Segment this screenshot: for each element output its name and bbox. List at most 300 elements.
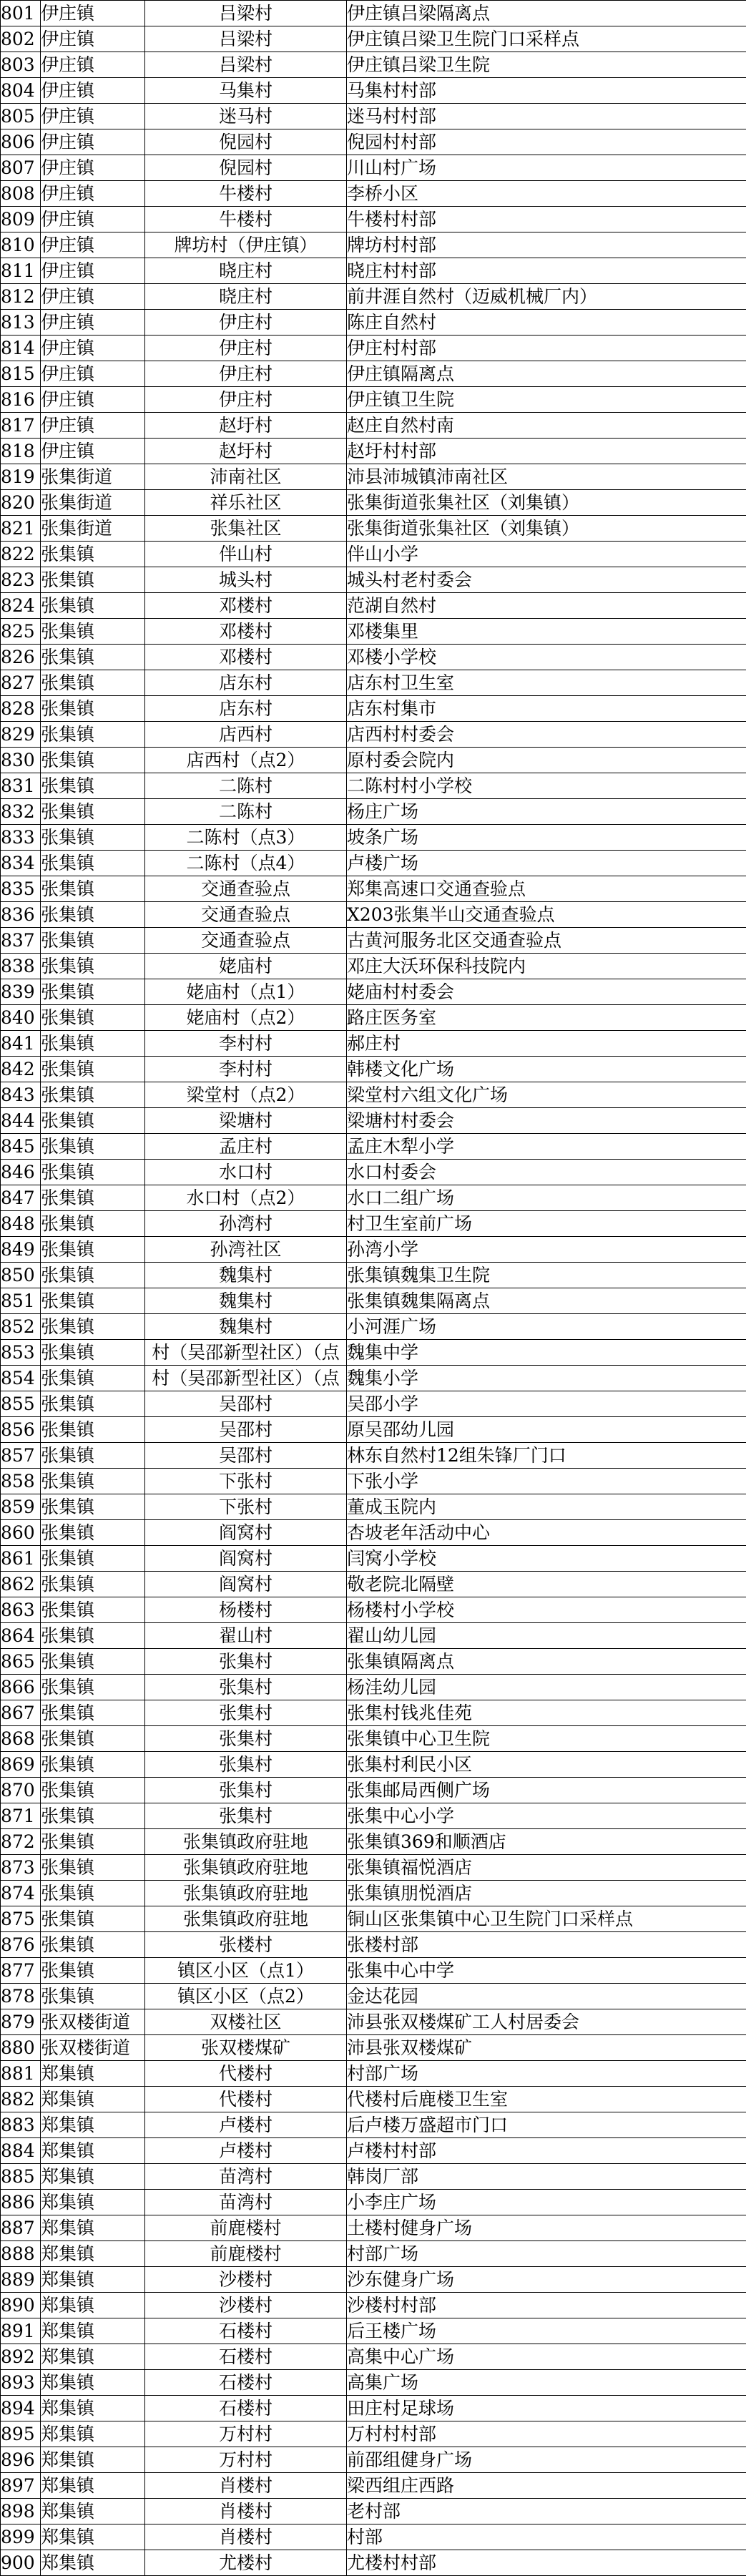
town-cell[interactable]: 伊庄镇 bbox=[41, 181, 145, 207]
row-number-cell[interactable]: 830 bbox=[1, 748, 41, 773]
site-cell[interactable]: 杨楼村小学校 bbox=[347, 1597, 746, 1623]
town-cell[interactable]: 伊庄镇 bbox=[41, 232, 145, 258]
town-cell[interactable]: 伊庄镇 bbox=[41, 336, 145, 361]
town-cell[interactable]: 伊庄镇 bbox=[41, 310, 145, 336]
village-cell[interactable]: 姥庙村 bbox=[145, 954, 347, 979]
town-cell[interactable]: 张集镇 bbox=[41, 825, 145, 851]
row-number-cell[interactable]: 875 bbox=[1, 1906, 41, 1932]
site-cell[interactable]: 小李庄广场 bbox=[347, 2190, 746, 2215]
village-cell[interactable]: 肖楼村 bbox=[145, 2473, 347, 2499]
row-number-cell[interactable]: 884 bbox=[1, 2138, 41, 2164]
site-cell[interactable]: X203张集半山交通查验点 bbox=[347, 902, 746, 928]
town-cell[interactable]: 张双楼街道 bbox=[41, 2009, 145, 2035]
town-cell[interactable]: 郑集镇 bbox=[41, 2241, 145, 2267]
town-cell[interactable]: 张集镇 bbox=[41, 928, 145, 954]
site-cell[interactable]: 迷马村村部 bbox=[347, 104, 746, 129]
village-cell[interactable]: 石楼村 bbox=[145, 2344, 347, 2370]
town-cell[interactable]: 郑集镇 bbox=[41, 2138, 145, 2164]
town-cell[interactable]: 张集镇 bbox=[41, 1803, 145, 1829]
row-number-cell[interactable]: 867 bbox=[1, 1700, 41, 1726]
village-cell[interactable]: 魏集村 bbox=[145, 1263, 347, 1288]
town-cell[interactable]: 张集街道 bbox=[41, 464, 145, 490]
town-cell[interactable]: 郑集镇 bbox=[41, 2344, 145, 2370]
site-cell[interactable]: 老村部 bbox=[347, 2499, 746, 2524]
site-cell[interactable]: 杨庄广场 bbox=[347, 799, 746, 825]
row-number-cell[interactable]: 852 bbox=[1, 1314, 41, 1340]
town-cell[interactable]: 张集镇 bbox=[41, 1288, 145, 1314]
row-number-cell[interactable]: 833 bbox=[1, 825, 41, 851]
town-cell[interactable]: 张集街道 bbox=[41, 490, 145, 516]
row-number-cell[interactable]: 854 bbox=[1, 1366, 41, 1391]
town-cell[interactable]: 张集镇 bbox=[41, 1778, 145, 1803]
village-cell[interactable]: 张集村 bbox=[145, 1700, 347, 1726]
town-cell[interactable]: 伊庄镇 bbox=[41, 387, 145, 413]
town-cell[interactable]: 张集镇 bbox=[41, 1082, 145, 1108]
row-number-cell[interactable]: 814 bbox=[1, 336, 41, 361]
village-cell[interactable]: 村（吴邵新型社区）（点 bbox=[145, 1366, 347, 1391]
town-cell[interactable]: 张集镇 bbox=[41, 954, 145, 979]
row-number-cell[interactable]: 813 bbox=[1, 310, 41, 336]
town-cell[interactable]: 张集镇 bbox=[41, 1417, 145, 1443]
row-number-cell[interactable]: 856 bbox=[1, 1417, 41, 1443]
village-cell[interactable]: 水口村 bbox=[145, 1160, 347, 1185]
village-cell[interactable]: 张集镇政府驻地 bbox=[145, 1855, 347, 1881]
site-cell[interactable]: 晓庄村村部 bbox=[347, 258, 746, 284]
row-number-cell[interactable]: 862 bbox=[1, 1572, 41, 1597]
town-cell[interactable]: 张集镇 bbox=[41, 748, 145, 773]
village-cell[interactable]: 姥庙村（点2） bbox=[145, 1005, 347, 1031]
row-number-cell[interactable]: 811 bbox=[1, 258, 41, 284]
row-number-cell[interactable]: 894 bbox=[1, 2396, 41, 2421]
row-number-cell[interactable]: 846 bbox=[1, 1160, 41, 1185]
row-number-cell[interactable]: 851 bbox=[1, 1288, 41, 1314]
row-number-cell[interactable]: 868 bbox=[1, 1726, 41, 1752]
village-cell[interactable]: 交通查验点 bbox=[145, 876, 347, 902]
row-number-cell[interactable]: 897 bbox=[1, 2473, 41, 2499]
row-number-cell[interactable]: 869 bbox=[1, 1752, 41, 1778]
site-cell[interactable]: 孙湾小学 bbox=[347, 1237, 746, 1263]
village-cell[interactable]: 孟庄村 bbox=[145, 1134, 347, 1160]
site-cell[interactable]: 卢楼村村部 bbox=[347, 2138, 746, 2164]
town-cell[interactable]: 张集镇 bbox=[41, 851, 145, 876]
village-cell[interactable]: 吴邵村 bbox=[145, 1443, 347, 1469]
town-cell[interactable]: 张集镇 bbox=[41, 1572, 145, 1597]
row-number-cell[interactable]: 885 bbox=[1, 2164, 41, 2190]
village-cell[interactable]: 交通查验点 bbox=[145, 902, 347, 928]
village-cell[interactable]: 万村村 bbox=[145, 2421, 347, 2447]
row-number-cell[interactable]: 824 bbox=[1, 593, 41, 619]
town-cell[interactable]: 张集镇 bbox=[41, 1520, 145, 1546]
village-cell[interactable]: 迷马村 bbox=[145, 104, 347, 129]
row-number-cell[interactable]: 857 bbox=[1, 1443, 41, 1469]
village-cell[interactable]: 代楼村 bbox=[145, 2061, 347, 2087]
town-cell[interactable]: 郑集镇 bbox=[41, 2421, 145, 2447]
row-number-cell[interactable]: 859 bbox=[1, 1494, 41, 1520]
village-cell[interactable]: 梁堂村（点2） bbox=[145, 1082, 347, 1108]
site-cell[interactable]: 张集中心中学 bbox=[347, 1958, 746, 1984]
row-number-cell[interactable]: 872 bbox=[1, 1829, 41, 1855]
row-number-cell[interactable]: 842 bbox=[1, 1057, 41, 1082]
row-number-cell[interactable]: 860 bbox=[1, 1520, 41, 1546]
row-number-cell[interactable]: 827 bbox=[1, 670, 41, 696]
row-number-cell[interactable]: 821 bbox=[1, 516, 41, 542]
site-cell[interactable]: 高集中心广场 bbox=[347, 2344, 746, 2370]
site-cell[interactable]: 范湖自然村 bbox=[347, 593, 746, 619]
town-cell[interactable]: 张集镇 bbox=[41, 1700, 145, 1726]
village-cell[interactable]: 张集村 bbox=[145, 1649, 347, 1675]
village-cell[interactable]: 张双楼煤矿 bbox=[145, 2035, 347, 2061]
town-cell[interactable]: 张集镇 bbox=[41, 542, 145, 567]
site-cell[interactable]: 店西村村委会 bbox=[347, 722, 746, 748]
row-number-cell[interactable]: 803 bbox=[1, 52, 41, 78]
row-number-cell[interactable]: 870 bbox=[1, 1778, 41, 1803]
village-cell[interactable]: 肖楼村 bbox=[145, 2524, 347, 2550]
site-cell[interactable]: 杨洼幼儿园 bbox=[347, 1675, 746, 1700]
village-cell[interactable]: 前鹿楼村 bbox=[145, 2215, 347, 2241]
town-cell[interactable]: 郑集镇 bbox=[41, 2215, 145, 2241]
village-cell[interactable]: 魏集村 bbox=[145, 1314, 347, 1340]
village-cell[interactable]: 李村村 bbox=[145, 1057, 347, 1082]
village-cell[interactable]: 苗湾村 bbox=[145, 2164, 347, 2190]
row-number-cell[interactable]: 836 bbox=[1, 902, 41, 928]
village-cell[interactable]: 石楼村 bbox=[145, 2370, 347, 2396]
town-cell[interactable]: 张集镇 bbox=[41, 1597, 145, 1623]
town-cell[interactable]: 张集镇 bbox=[41, 876, 145, 902]
village-cell[interactable]: 卢楼村 bbox=[145, 2112, 347, 2138]
site-cell[interactable]: 沙楼村村部 bbox=[347, 2293, 746, 2318]
town-cell[interactable]: 郑集镇 bbox=[41, 2087, 145, 2112]
site-cell[interactable]: 店东村卫生室 bbox=[347, 670, 746, 696]
site-cell[interactable]: 后王楼广场 bbox=[347, 2318, 746, 2344]
town-cell[interactable]: 伊庄镇 bbox=[41, 361, 145, 387]
village-cell[interactable]: 卢楼村 bbox=[145, 2138, 347, 2164]
village-cell[interactable]: 二陈村（点3） bbox=[145, 825, 347, 851]
village-cell[interactable]: 张集村 bbox=[145, 1803, 347, 1829]
town-cell[interactable]: 张集镇 bbox=[41, 1494, 145, 1520]
village-cell[interactable]: 伴山村 bbox=[145, 542, 347, 567]
site-cell[interactable]: 沛县张双楼煤矿 bbox=[347, 2035, 746, 2061]
town-cell[interactable]: 郑集镇 bbox=[41, 2061, 145, 2087]
site-cell[interactable]: 张楼村部 bbox=[347, 1932, 746, 1958]
site-cell[interactable]: 代楼村后鹿楼卫生室 bbox=[347, 2087, 746, 2112]
site-cell[interactable]: 张集镇魏集卫生院 bbox=[347, 1263, 746, 1288]
site-cell[interactable]: 董成玉院内 bbox=[347, 1494, 746, 1520]
town-cell[interactable]: 张集镇 bbox=[41, 799, 145, 825]
town-cell[interactable]: 张集镇 bbox=[41, 1185, 145, 1211]
site-cell[interactable]: 张集街道张集社区（刘集镇） bbox=[347, 516, 746, 542]
village-cell[interactable]: 魏集村 bbox=[145, 1288, 347, 1314]
row-number-cell[interactable]: 898 bbox=[1, 2499, 41, 2524]
site-cell[interactable]: 郝庄村 bbox=[347, 1031, 746, 1057]
town-cell[interactable]: 伊庄镇 bbox=[41, 439, 145, 464]
row-number-cell[interactable]: 838 bbox=[1, 954, 41, 979]
town-cell[interactable]: 张集镇 bbox=[41, 1108, 145, 1134]
site-cell[interactable]: 伊庄镇卫生院 bbox=[347, 387, 746, 413]
town-cell[interactable]: 郑集镇 bbox=[41, 2473, 145, 2499]
row-number-cell[interactable]: 864 bbox=[1, 1623, 41, 1649]
village-cell[interactable]: 牛楼村 bbox=[145, 181, 347, 207]
village-cell[interactable]: 梁塘村 bbox=[145, 1108, 347, 1134]
village-cell[interactable]: 二陈村（点4） bbox=[145, 851, 347, 876]
row-number-cell[interactable]: 847 bbox=[1, 1185, 41, 1211]
site-cell[interactable]: 马集村村部 bbox=[347, 78, 746, 104]
town-cell[interactable]: 郑集镇 bbox=[41, 2370, 145, 2396]
row-number-cell[interactable]: 873 bbox=[1, 1855, 41, 1881]
site-cell[interactable]: 原村委会院内 bbox=[347, 748, 746, 773]
row-number-cell[interactable]: 807 bbox=[1, 155, 41, 181]
row-number-cell[interactable]: 831 bbox=[1, 773, 41, 799]
town-cell[interactable]: 伊庄镇 bbox=[41, 258, 145, 284]
row-number-cell[interactable]: 820 bbox=[1, 490, 41, 516]
town-cell[interactable]: 伊庄镇 bbox=[41, 26, 145, 52]
site-cell[interactable]: 韩岗厂部 bbox=[347, 2164, 746, 2190]
town-cell[interactable]: 张集镇 bbox=[41, 593, 145, 619]
town-cell[interactable]: 伊庄镇 bbox=[41, 284, 145, 310]
row-number-cell[interactable]: 888 bbox=[1, 2241, 41, 2267]
site-cell[interactable]: 陈庄自然村 bbox=[347, 310, 746, 336]
village-cell[interactable]: 石楼村 bbox=[145, 2396, 347, 2421]
site-cell[interactable]: 店东村集市 bbox=[347, 696, 746, 722]
village-cell[interactable]: 张集镇政府驻地 bbox=[145, 1829, 347, 1855]
town-cell[interactable]: 郑集镇 bbox=[41, 2396, 145, 2421]
village-cell[interactable]: 苗湾村 bbox=[145, 2190, 347, 2215]
village-cell[interactable]: 伊庄村 bbox=[145, 336, 347, 361]
row-number-cell[interactable]: 818 bbox=[1, 439, 41, 464]
town-cell[interactable]: 张集镇 bbox=[41, 1623, 145, 1649]
site-cell[interactable]: 沛县沛城镇沛南社区 bbox=[347, 464, 746, 490]
town-cell[interactable]: 张集镇 bbox=[41, 1314, 145, 1340]
row-number-cell[interactable]: 891 bbox=[1, 2318, 41, 2344]
row-number-cell[interactable]: 841 bbox=[1, 1031, 41, 1057]
village-cell[interactable]: 倪园村 bbox=[145, 155, 347, 181]
village-cell[interactable]: 张楼村 bbox=[145, 1932, 347, 1958]
town-cell[interactable]: 张集镇 bbox=[41, 696, 145, 722]
site-cell[interactable]: 牌坊村村部 bbox=[347, 232, 746, 258]
village-cell[interactable]: 翟山村 bbox=[145, 1623, 347, 1649]
site-cell[interactable]: 孟庄木犁小学 bbox=[347, 1134, 746, 1160]
row-number-cell[interactable]: 877 bbox=[1, 1958, 41, 1984]
row-number-cell[interactable]: 806 bbox=[1, 129, 41, 155]
row-number-cell[interactable]: 844 bbox=[1, 1108, 41, 1134]
village-cell[interactable]: 邓楼村 bbox=[145, 593, 347, 619]
site-cell[interactable]: 张集街道张集社区（刘集镇） bbox=[347, 490, 746, 516]
row-number-cell[interactable]: 845 bbox=[1, 1134, 41, 1160]
village-cell[interactable]: 阎窝村 bbox=[145, 1520, 347, 1546]
village-cell[interactable]: 张集村 bbox=[145, 1778, 347, 1803]
town-cell[interactable]: 张集镇 bbox=[41, 1134, 145, 1160]
row-number-cell[interactable]: 886 bbox=[1, 2190, 41, 2215]
town-cell[interactable]: 伊庄镇 bbox=[41, 413, 145, 439]
village-cell[interactable]: 水口村（点2） bbox=[145, 1185, 347, 1211]
village-cell[interactable]: 伊庄村 bbox=[145, 310, 347, 336]
site-cell[interactable]: 梁西组庄西路 bbox=[347, 2473, 746, 2499]
site-cell[interactable]: 村部广场 bbox=[347, 2061, 746, 2087]
town-cell[interactable]: 郑集镇 bbox=[41, 2318, 145, 2344]
village-cell[interactable]: 姥庙村（点1） bbox=[145, 979, 347, 1005]
town-cell[interactable]: 张集镇 bbox=[41, 1932, 145, 1958]
town-cell[interactable]: 张集镇 bbox=[41, 1881, 145, 1906]
site-cell[interactable]: 坡条广场 bbox=[347, 825, 746, 851]
town-cell[interactable]: 伊庄镇 bbox=[41, 52, 145, 78]
village-cell[interactable]: 吴邵村 bbox=[145, 1391, 347, 1417]
town-cell[interactable]: 郑集镇 bbox=[41, 2112, 145, 2138]
village-cell[interactable]: 祥乐社区 bbox=[145, 490, 347, 516]
row-number-cell[interactable]: 825 bbox=[1, 619, 41, 645]
village-cell[interactable]: 孙湾村 bbox=[145, 1211, 347, 1237]
site-cell[interactable]: 梁堂村六组文化广场 bbox=[347, 1082, 746, 1108]
village-cell[interactable]: 二陈村 bbox=[145, 773, 347, 799]
town-cell[interactable]: 郑集镇 bbox=[41, 2550, 145, 2576]
village-cell[interactable]: 吕梁村 bbox=[145, 1, 347, 26]
town-cell[interactable]: 张集镇 bbox=[41, 1237, 145, 1263]
town-cell[interactable]: 郑集镇 bbox=[41, 2164, 145, 2190]
village-cell[interactable]: 张集社区 bbox=[145, 516, 347, 542]
row-number-cell[interactable]: 893 bbox=[1, 2370, 41, 2396]
row-number-cell[interactable]: 896 bbox=[1, 2447, 41, 2473]
town-cell[interactable]: 郑集镇 bbox=[41, 2190, 145, 2215]
town-cell[interactable]: 张集镇 bbox=[41, 670, 145, 696]
town-cell[interactable]: 张集镇 bbox=[41, 1675, 145, 1700]
row-number-cell[interactable]: 804 bbox=[1, 78, 41, 104]
village-cell[interactable]: 代楼村 bbox=[145, 2087, 347, 2112]
row-number-cell[interactable]: 839 bbox=[1, 979, 41, 1005]
site-cell[interactable]: 邓楼小学校 bbox=[347, 645, 746, 670]
row-number-cell[interactable]: 850 bbox=[1, 1263, 41, 1288]
town-cell[interactable]: 张集镇 bbox=[41, 1726, 145, 1752]
town-cell[interactable]: 张集镇 bbox=[41, 1340, 145, 1366]
row-number-cell[interactable]: 837 bbox=[1, 928, 41, 954]
village-cell[interactable]: 马集村 bbox=[145, 78, 347, 104]
site-cell[interactable]: 张集村钱兆佳苑 bbox=[347, 1700, 746, 1726]
row-number-cell[interactable]: 834 bbox=[1, 851, 41, 876]
town-cell[interactable]: 张集镇 bbox=[41, 902, 145, 928]
town-cell[interactable]: 伊庄镇 bbox=[41, 1, 145, 26]
town-cell[interactable]: 张集镇 bbox=[41, 1469, 145, 1494]
village-cell[interactable]: 李村村 bbox=[145, 1031, 347, 1057]
village-cell[interactable]: 张集镇政府驻地 bbox=[145, 1906, 347, 1932]
town-cell[interactable]: 张集镇 bbox=[41, 645, 145, 670]
town-cell[interactable]: 张集镇 bbox=[41, 1829, 145, 1855]
site-cell[interactable]: 赵庄自然村南 bbox=[347, 413, 746, 439]
village-cell[interactable]: 倪园村 bbox=[145, 129, 347, 155]
village-cell[interactable]: 沛南社区 bbox=[145, 464, 347, 490]
village-cell[interactable]: 晓庄村 bbox=[145, 284, 347, 310]
town-cell[interactable]: 伊庄镇 bbox=[41, 207, 145, 232]
town-cell[interactable]: 张集镇 bbox=[41, 722, 145, 748]
site-cell[interactable]: 土楼村健身广场 bbox=[347, 2215, 746, 2241]
village-cell[interactable]: 张集镇政府驻地 bbox=[145, 1881, 347, 1906]
town-cell[interactable]: 张集镇 bbox=[41, 1855, 145, 1881]
town-cell[interactable]: 张集镇 bbox=[41, 1906, 145, 1932]
row-number-cell[interactable]: 801 bbox=[1, 1, 41, 26]
row-number-cell[interactable]: 832 bbox=[1, 799, 41, 825]
row-number-cell[interactable]: 826 bbox=[1, 645, 41, 670]
row-number-cell[interactable]: 816 bbox=[1, 387, 41, 413]
row-number-cell[interactable]: 858 bbox=[1, 1469, 41, 1494]
row-number-cell[interactable]: 874 bbox=[1, 1881, 41, 1906]
site-cell[interactable]: 林东自然村12组朱锋厂门口 bbox=[347, 1443, 746, 1469]
row-number-cell[interactable]: 848 bbox=[1, 1211, 41, 1237]
town-cell[interactable]: 伊庄镇 bbox=[41, 78, 145, 104]
site-cell[interactable]: 倪园村村部 bbox=[347, 129, 746, 155]
site-cell[interactable]: 二陈村村小学校 bbox=[347, 773, 746, 799]
town-cell[interactable]: 张集镇 bbox=[41, 1958, 145, 1984]
row-number-cell[interactable]: 895 bbox=[1, 2421, 41, 2447]
site-cell[interactable]: 郑集高速口交通查验点 bbox=[347, 876, 746, 902]
village-cell[interactable]: 晓庄村 bbox=[145, 258, 347, 284]
site-cell[interactable]: 下张小学 bbox=[347, 1469, 746, 1494]
town-cell[interactable]: 张集镇 bbox=[41, 1031, 145, 1057]
site-cell[interactable]: 张集镇369和顺酒店 bbox=[347, 1829, 746, 1855]
row-number-cell[interactable]: 822 bbox=[1, 542, 41, 567]
row-number-cell[interactable]: 866 bbox=[1, 1675, 41, 1700]
village-cell[interactable]: 双楼社区 bbox=[145, 2009, 347, 2035]
site-cell[interactable]: 邓庄大沃环保科技院内 bbox=[347, 954, 746, 979]
village-cell[interactable]: 下张村 bbox=[145, 1469, 347, 1494]
village-cell[interactable]: 二陈村 bbox=[145, 799, 347, 825]
site-cell[interactable]: 伴山小学 bbox=[347, 542, 746, 567]
row-number-cell[interactable]: 802 bbox=[1, 26, 41, 52]
town-cell[interactable]: 张集镇 bbox=[41, 619, 145, 645]
site-cell[interactable]: 伊庄镇吕梁卫生院 bbox=[347, 52, 746, 78]
site-cell[interactable]: 张集镇朋悦酒店 bbox=[347, 1881, 746, 1906]
row-number-cell[interactable]: 880 bbox=[1, 2035, 41, 2061]
town-cell[interactable]: 郑集镇 bbox=[41, 2447, 145, 2473]
village-cell[interactable]: 尤楼村 bbox=[145, 2550, 347, 2576]
town-cell[interactable]: 郑集镇 bbox=[41, 2499, 145, 2524]
village-cell[interactable]: 孙湾社区 bbox=[145, 1237, 347, 1263]
village-cell[interactable]: 邓楼村 bbox=[145, 645, 347, 670]
row-number-cell[interactable]: 828 bbox=[1, 696, 41, 722]
site-cell[interactable]: 后卢楼万盛超市门口 bbox=[347, 2112, 746, 2138]
row-number-cell[interactable]: 889 bbox=[1, 2267, 41, 2293]
row-number-cell[interactable]: 810 bbox=[1, 232, 41, 258]
row-number-cell[interactable]: 892 bbox=[1, 2344, 41, 2370]
row-number-cell[interactable]: 865 bbox=[1, 1649, 41, 1675]
site-cell[interactable]: 张集村利民小区 bbox=[347, 1752, 746, 1778]
site-cell[interactable]: 赵圩村村部 bbox=[347, 439, 746, 464]
site-cell[interactable]: 高集广场 bbox=[347, 2370, 746, 2396]
row-number-cell[interactable]: 863 bbox=[1, 1597, 41, 1623]
site-cell[interactable]: 原吴邵幼儿园 bbox=[347, 1417, 746, 1443]
site-cell[interactable]: 古黄河服务北区交通查验点 bbox=[347, 928, 746, 954]
village-cell[interactable]: 吕梁村 bbox=[145, 26, 347, 52]
row-number-cell[interactable]: 871 bbox=[1, 1803, 41, 1829]
village-cell[interactable]: 杨楼村 bbox=[145, 1597, 347, 1623]
town-cell[interactable]: 郑集镇 bbox=[41, 2524, 145, 2550]
site-cell[interactable]: 杏坡老年活动中心 bbox=[347, 1520, 746, 1546]
village-cell[interactable]: 交通查验点 bbox=[145, 928, 347, 954]
village-cell[interactable]: 店东村 bbox=[145, 696, 347, 722]
town-cell[interactable]: 张集镇 bbox=[41, 1366, 145, 1391]
row-number-cell[interactable]: 887 bbox=[1, 2215, 41, 2241]
site-cell[interactable]: 田庄村足球场 bbox=[347, 2396, 746, 2421]
town-cell[interactable]: 郑集镇 bbox=[41, 2267, 145, 2293]
site-cell[interactable]: 李桥小区 bbox=[347, 181, 746, 207]
village-cell[interactable]: 沙楼村 bbox=[145, 2293, 347, 2318]
village-cell[interactable]: 前鹿楼村 bbox=[145, 2241, 347, 2267]
site-cell[interactable]: 川山村广场 bbox=[347, 155, 746, 181]
village-cell[interactable]: 城头村 bbox=[145, 567, 347, 593]
row-number-cell[interactable]: 805 bbox=[1, 104, 41, 129]
row-number-cell[interactable]: 819 bbox=[1, 464, 41, 490]
village-cell[interactable]: 村（吴邵新型社区）（点 bbox=[145, 1340, 347, 1366]
row-number-cell[interactable]: 890 bbox=[1, 2293, 41, 2318]
row-number-cell[interactable]: 829 bbox=[1, 722, 41, 748]
village-cell[interactable]: 张集村 bbox=[145, 1726, 347, 1752]
row-number-cell[interactable]: 855 bbox=[1, 1391, 41, 1417]
village-cell[interactable]: 伊庄村 bbox=[145, 361, 347, 387]
